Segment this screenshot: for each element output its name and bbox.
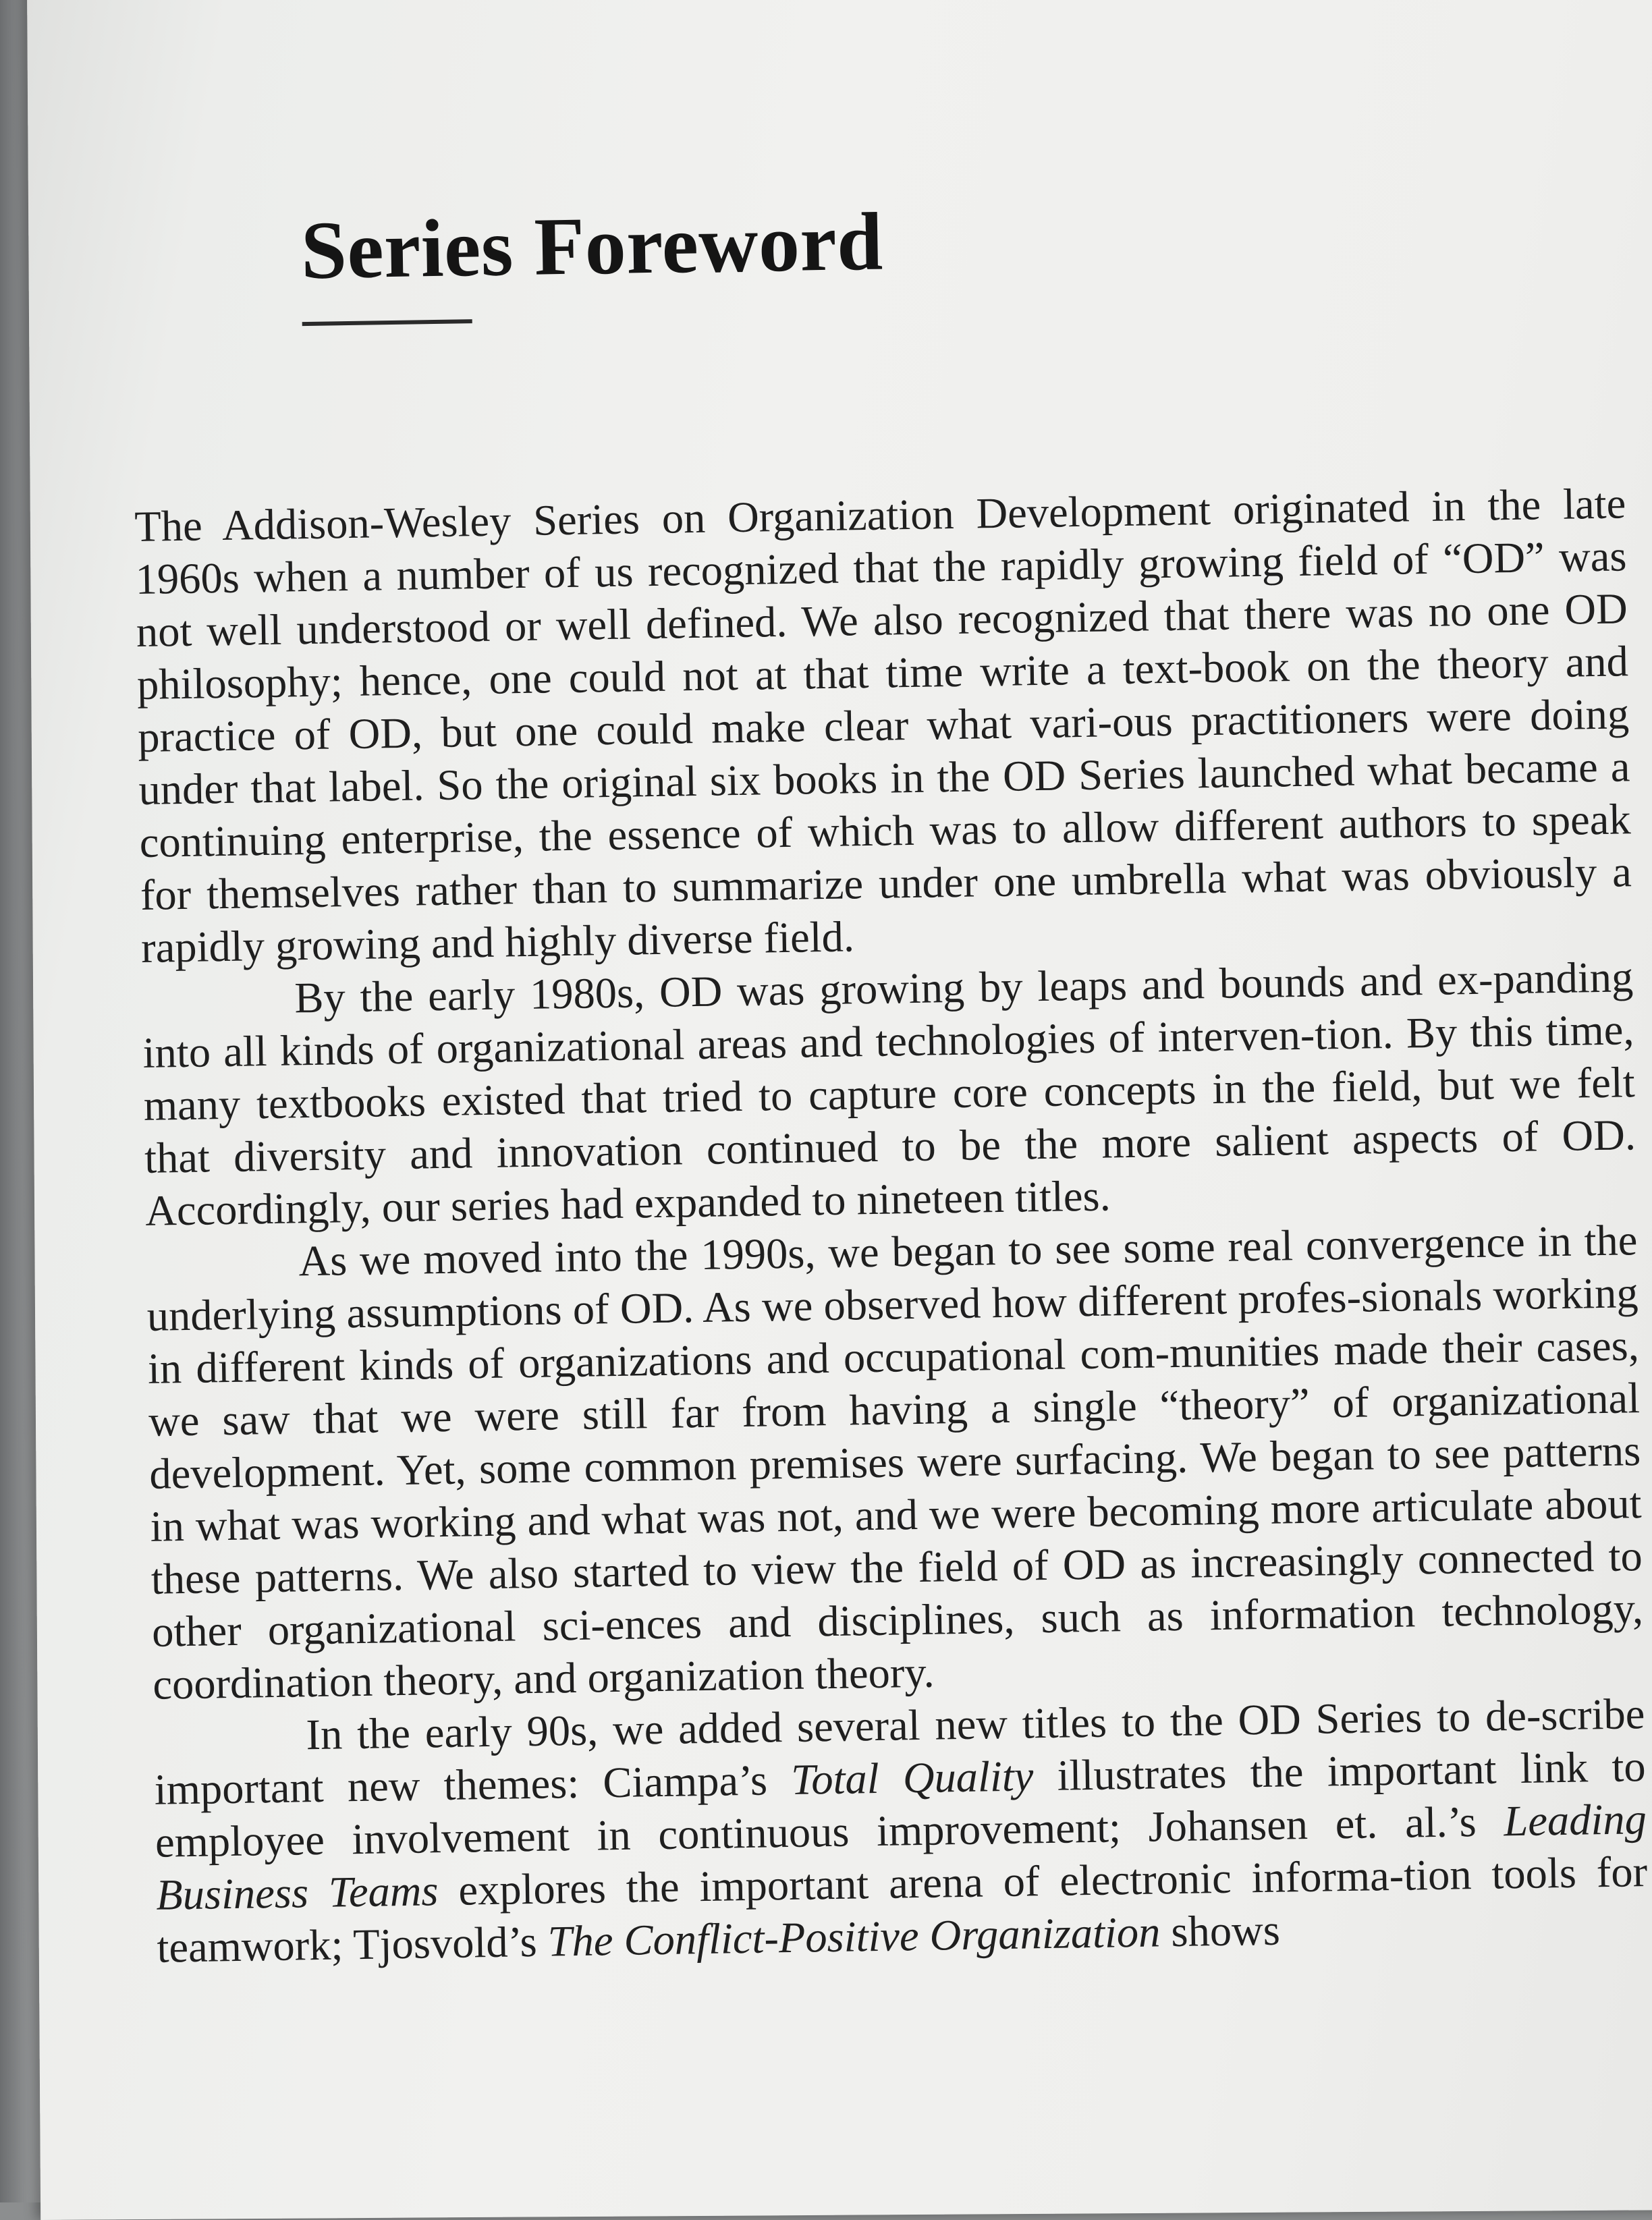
paragraph-4 (153, 1688, 1649, 1974)
book-title-leading-business-teams: Leading Business Teams (155, 1795, 1647, 1919)
page-content (130, 185, 1649, 1974)
paragraph-1: The Addison-Wesley Series on Organization Development originated in the late 1960s when a number of us recognized that the rapidly growing field of “OD” was not well understood or well defined. We also recognized that there was no one OD philosophy; hence, one could not at that time write a text-book on the theory and practice of OD, but one could make clear what vari-ous practitioners were doing under that label. So the original six books in the OD Series launched what became a continuing enterprise, the essence of which was to allow different authors to speak for themselves rather than to summarize under one umbrella what was obviously a rapidly growing and highly diverse field. (134, 479, 1632, 972)
page-title: Series Foreword (300, 196, 884, 297)
book-page (27, 0, 1652, 2220)
title-underline-rule (302, 319, 472, 326)
foreword-body (134, 477, 1649, 1974)
book-title-total-quality: Total Quality (790, 1752, 1034, 1804)
paragraph-4-text-a: In the early 90s, we added several new titles to the OD Series to de-scribe important new themes: Ciampa’s (154, 1690, 1645, 1814)
paragraph-3: As we moved into the 1990s, we began to see some real convergence in the underlying assumptions of OD. As we observed how different profes-sionals working in different kinds of organizations and occupational com-munities made their cases, we saw that we were still far from having a single “theory” of organizational development. Yet, some common premises were surfacing. We began to see patterns in what was working and what was not, and we were becoming more articulate about these patterns. We also started to view the field of OD as increasingly connected to other organizational sci-ences and disciplines, such as information technology, coordination theory, and organization theory. (146, 1216, 1644, 1709)
paragraph-4-text-d: shows (1159, 1906, 1281, 1956)
paragraph-4-text-b: illustrates the important link to employee involvement in continuous improvement; Johansen et. al.’s (155, 1742, 1647, 1866)
paragraph-2: By the early 1980s, OD was growing by leaps and bounds and ex-panding into all kinds of organizational areas and technologies of interven-tion. By this time, many textbooks existed that tried to capture core concepts in the field, but we felt that diversity and innovation continued to be the more salient aspects of OD. Accordingly, our series had expanded to nineteen titles. (142, 953, 1636, 1236)
paragraph-4-text-c: explores the important arena of electronic informa-tion tools for teamwork; Tjosvold’s (156, 1848, 1648, 1972)
book-title-conflict-positive-organization: The Conflict-Positive Organization (547, 1908, 1161, 1966)
